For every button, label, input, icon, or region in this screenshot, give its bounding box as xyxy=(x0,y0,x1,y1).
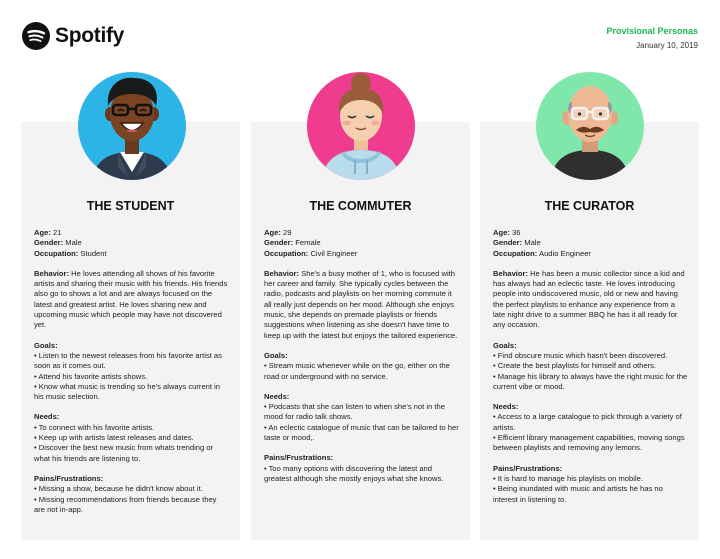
goals-label: Goals: xyxy=(264,350,288,360)
spotify-logo xyxy=(22,22,124,50)
age-label: Age: xyxy=(34,228,51,237)
age-value: 36 xyxy=(512,228,521,237)
occupation-value: Audio Engineer xyxy=(539,248,591,258)
needs-label: Needs: xyxy=(493,402,519,412)
spotify-logo-icon xyxy=(22,22,50,50)
commuter-avatar xyxy=(307,72,415,180)
brand-name: Spotify xyxy=(55,24,125,47)
persona-card-commuter xyxy=(251,122,470,540)
goal-item: • Stream music whenever while on the go, either on the road or underground with no service. xyxy=(264,361,450,381)
age-value: 29 xyxy=(283,228,292,237)
persona-details xyxy=(264,228,459,484)
gender-label: Gender: xyxy=(493,238,523,248)
pains-label: Pains/Frustrations: xyxy=(34,473,104,483)
need-item: • To connect with his favorite artists. xyxy=(34,422,155,432)
persona-card-student xyxy=(21,122,240,540)
goal-item: • Manage his library to always have the right music for the current vibe or mood. xyxy=(493,371,688,391)
need-item: • An eclectic catalogue of music that can be tailored to her taste or mood,. xyxy=(264,422,459,443)
pain-item: • Missing recommendations from friends because they are not in-app. xyxy=(34,494,217,514)
occupation-label: Occupation: xyxy=(264,248,309,258)
persona-details xyxy=(493,228,688,505)
gender-value: Male xyxy=(524,238,541,248)
commuter-avatar-icon xyxy=(307,72,415,180)
age-label: Age: xyxy=(264,228,281,237)
persona-card-curator xyxy=(480,122,699,540)
student-avatar xyxy=(78,72,186,180)
goal-item: • Create the best playlists for himself and others. xyxy=(493,361,657,371)
curator-avatar xyxy=(536,72,644,180)
goal-item: • Know what music is trending so he's always current in his music selection. xyxy=(34,381,221,402)
need-item: • Access to a large catalogue to pick through a variety of artists. xyxy=(493,412,682,432)
document-header xyxy=(606,26,698,50)
document-date: January 10, 2019 xyxy=(636,41,698,50)
pains-label: Pains/Frustrations: xyxy=(493,463,563,473)
pain-item: • It is hard to manage his playlists on mobile. xyxy=(493,473,643,483)
behavior-text: She's a busy mother of 1, who is focused with her career and family. She typically cycles between the radio, podcasts and playlists on her morning commute it all really just depends on her mood. Although she enjoys music, she depends on premade playlists or friends suggestions when listening as she doesn't have time to keep up with the latest but enjoys the tailored experience. xyxy=(264,268,458,340)
occupation-value: Civil Engineer xyxy=(310,248,358,258)
gender-label: Gender: xyxy=(264,238,294,248)
need-item: • Efficient library management capabilities, moving songs between playlists and removing any lemons. xyxy=(493,433,685,453)
need-item: • Keep up with artists latest releases and dates. xyxy=(34,433,194,443)
document-title: Provisional Personas xyxy=(606,26,698,36)
goals-label: Goals: xyxy=(34,340,58,350)
pain-item: • Too many options with discovering the latest and greatest although she mostly enjoys what she knows. xyxy=(264,463,444,483)
occupation-label: Occupation: xyxy=(34,248,79,258)
goal-item: • Listen to the newest releases from his favorite artist as soon as it comes out. xyxy=(34,350,222,371)
persona-name: THE CURATOR xyxy=(544,199,635,213)
persona-details xyxy=(34,228,229,515)
goal-item: • Attend his favorite artists shows. xyxy=(34,371,148,381)
behavior-text: He has been a music collector since a kid and has always had an eclectic taste. He loves introducing people into undiscovered music, old or new and having the perfect playlists to enhance any experience from a late night drive to a summer BBQ he has it all ready for any occasion. xyxy=(493,268,685,330)
need-item: • Discover the best new music from whats trending or what his friends are listening to. xyxy=(34,443,214,463)
behavior-label: Behavior: xyxy=(264,268,300,278)
pain-item: • Missing a show, because he didn't know about it. xyxy=(34,484,203,494)
need-item: • Podcasts that she can listen to when she's not in the mood for radio talk shows. xyxy=(264,402,445,422)
occupation-label: Occupation: xyxy=(493,248,538,258)
needs-label: Needs: xyxy=(34,412,60,422)
goal-item: • Find obscure music which hasn't been discovered. xyxy=(493,350,668,360)
occupation-value: Student xyxy=(80,248,107,258)
gender-value: Male xyxy=(65,238,82,248)
curator-avatar-icon xyxy=(536,72,644,180)
age-label: Age: xyxy=(493,228,510,237)
behavior-label: Behavior: xyxy=(493,268,529,278)
gender-label: Gender: xyxy=(34,238,64,248)
gender-value: Female xyxy=(295,238,321,248)
behavior-text: He loves attending all shows of his favorite artists and sharing their music with his friends. His friends also go to shows a lot and are always focused on the latest and greatest artist. He loves sharing new and upcoming music which people may have not discovered yet. xyxy=(34,268,228,330)
student-avatar-icon xyxy=(78,72,186,180)
pain-item: • Being inundated with music and artists he has no interest in listening to. xyxy=(493,484,663,504)
age-value: 21 xyxy=(53,228,62,237)
pains-label: Pains/Frustrations: xyxy=(264,453,334,463)
persona-name: THE COMMUTER xyxy=(309,199,412,213)
persona-name: THE STUDENT xyxy=(86,199,175,213)
needs-label: Needs: xyxy=(264,391,290,401)
goals-label: Goals: xyxy=(493,340,517,350)
behavior-label: Behavior: xyxy=(34,268,70,278)
